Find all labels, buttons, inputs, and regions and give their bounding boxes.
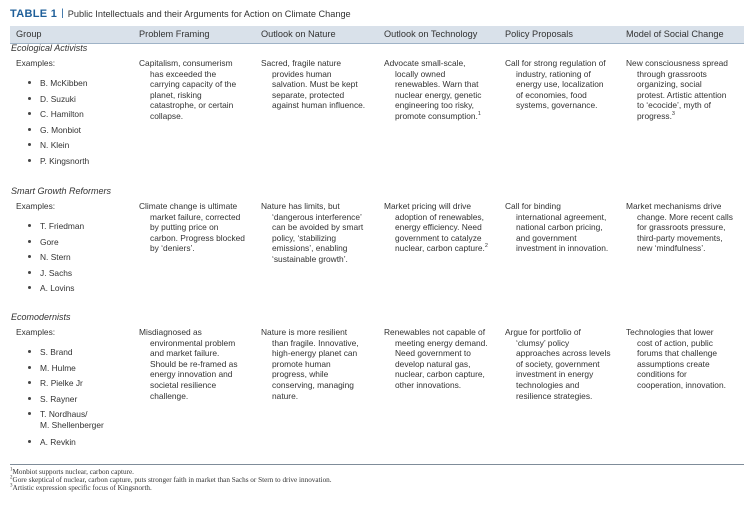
cell-text: environmental problem — [150, 337, 236, 348]
group-name: Ecological Activists — [11, 43, 88, 53]
cell-text: New consciousness spread — [626, 58, 728, 68]
cell-text: conditions for — [637, 369, 687, 380]
cell-line — [626, 79, 744, 90]
cell-line — [384, 380, 500, 391]
cell-line — [261, 79, 377, 90]
footnote-text: Artistic expression specific focus of Kingsnorth. — [12, 484, 152, 493]
table-title: Public Intellectuals and their Arguments for Action on Climate Change — [67, 9, 351, 19]
cell-text: separate, protected — [272, 89, 345, 100]
cell-line — [261, 90, 377, 101]
list-item: A. Revkin — [28, 435, 104, 451]
cell-line — [505, 58, 621, 69]
table-caption — [10, 6, 744, 22]
outlook-nature-cell — [261, 201, 377, 265]
cell-text: Sacred, fragile nature — [261, 58, 342, 68]
cell-text: societal resilience — [150, 379, 217, 390]
cell-text: Need government to — [395, 348, 471, 359]
cell-text: protest. Artistic attention — [637, 89, 727, 100]
cell-line — [384, 348, 500, 359]
cell-text: policy, ‘stabilizing — [272, 232, 337, 243]
footnote-text: Monbiot supports nuclear, carbon capture. — [12, 468, 134, 476]
cell-line — [261, 69, 377, 80]
list-item: T. Nordhaus/ — [28, 407, 104, 423]
header-problem-framing: Problem Framing — [139, 29, 210, 39]
header-group: Group — [16, 29, 42, 39]
cell-text: Nature is more resilient — [261, 327, 348, 337]
cell-line — [384, 111, 500, 122]
cell-line — [139, 338, 255, 349]
list-item: S. Brand — [28, 345, 104, 361]
cell-text: than fragile. Innovative, — [272, 337, 359, 348]
cell-text: can be avoided by smart — [272, 222, 364, 233]
outlook-technology-cell — [384, 58, 500, 122]
cell-text: locally owned — [395, 68, 446, 79]
cell-text: market failure, corrected — [150, 211, 241, 222]
cell-text: Call for strong regulation of — [505, 58, 606, 68]
cell-text: new ‘mindfulness’. — [637, 243, 706, 254]
list-item: P. Kingsnorth — [28, 154, 89, 170]
cell-text: promote human — [272, 358, 331, 369]
cell-text: Technologies that lower — [626, 327, 714, 337]
cell-line — [261, 222, 377, 233]
cell-line — [505, 243, 621, 254]
group-name: Ecomodernists — [11, 312, 71, 322]
cell-text: promote consumption. — [395, 110, 478, 121]
table-figure — [10, 6, 744, 493]
cell-line — [505, 338, 621, 349]
cell-text: has exceeded the — [150, 68, 217, 79]
cell-line — [505, 369, 621, 380]
cell-line — [505, 348, 621, 359]
cell-line — [139, 201, 255, 212]
cell-text: and government — [516, 232, 577, 243]
cell-text: engineering too risky, — [395, 100, 474, 111]
cell-line — [626, 359, 744, 370]
cell-text: Should be re-framed as — [150, 358, 238, 369]
cell-line — [384, 90, 500, 101]
cell-line — [139, 79, 255, 90]
people-list — [28, 219, 84, 297]
cell-text: investment in innovation. — [516, 243, 609, 254]
cell-text: Argue for portfolio of — [505, 327, 581, 337]
cell-line — [261, 100, 377, 111]
list-item: R. Pielke Jr — [28, 376, 104, 392]
examples-label: Examples: — [16, 327, 56, 337]
cell-line — [626, 380, 744, 391]
cell-line — [139, 222, 255, 233]
cell-line — [384, 212, 500, 223]
cell-line — [384, 69, 500, 80]
footnote-divider — [10, 464, 744, 465]
cell-text: Advocate small-scale, — [384, 58, 466, 68]
cell-text: Market mechanisms drive — [626, 201, 722, 211]
cell-text: collapse. — [150, 110, 184, 121]
people-list — [28, 76, 89, 169]
cell-text: Misdiagnosed as — [139, 327, 202, 337]
outlook-technology-cell — [384, 201, 500, 254]
cell-text: Climate change is ultimate — [139, 201, 238, 211]
footnote-number: 2 — [10, 475, 13, 481]
footnote-marker: 1 — [477, 111, 481, 118]
cell-line — [384, 359, 500, 370]
cell-line — [505, 79, 621, 90]
cell-text: cost of action, public — [637, 337, 713, 348]
cell-text: progress, while — [272, 369, 329, 380]
cell-text: change. More recent calls — [637, 211, 733, 222]
cell-line — [505, 233, 621, 244]
footnotes — [10, 468, 744, 493]
cell-line — [261, 201, 377, 212]
list-item: T. Friedman — [28, 219, 84, 235]
cell-line — [505, 90, 621, 101]
cell-text: systems, governance. — [516, 100, 598, 111]
cell-line — [626, 69, 744, 80]
cell-line — [505, 222, 621, 233]
cell-text: by putting price on — [150, 222, 219, 233]
cell-text: develop natural gas, — [395, 358, 471, 369]
cell-line — [384, 201, 500, 212]
group-name: Smart Growth Reformers — [11, 186, 112, 196]
cell-text: third-party movements, — [637, 232, 723, 243]
header-outlook-technology: Outlook on Technology — [384, 29, 478, 39]
problem-framing-cell — [139, 201, 255, 254]
list-item: N. Klein — [28, 138, 89, 154]
cell-line — [384, 100, 500, 111]
cell-line — [384, 222, 500, 233]
cell-line — [505, 201, 621, 212]
cell-line — [626, 369, 744, 380]
cell-line — [139, 348, 255, 359]
cell-line — [384, 233, 500, 244]
cell-line — [384, 79, 500, 90]
table-header-row — [10, 26, 744, 44]
cell-line — [139, 327, 255, 338]
cell-text: resilience strategies. — [516, 390, 593, 401]
list-item: C. Hamilton — [28, 107, 89, 123]
cell-line — [505, 327, 621, 338]
cell-line — [139, 391, 255, 402]
cell-text: Market pricing will drive — [384, 201, 472, 211]
cell-text: catastrophe, or certain — [150, 100, 234, 111]
cell-text: technologies and — [516, 379, 580, 390]
cell-text: meeting energy demand. — [395, 337, 488, 348]
cell-text: energy use, localization — [516, 79, 604, 90]
cell-line — [261, 233, 377, 244]
cell-line — [384, 338, 500, 349]
cell-line — [384, 58, 500, 69]
list-item: S. Rayner — [28, 392, 104, 408]
cell-text: forums that challenge — [637, 348, 718, 359]
cell-line — [261, 327, 377, 338]
cell-line — [505, 380, 621, 391]
cell-line — [626, 111, 744, 122]
cell-line — [384, 369, 500, 380]
cell-line — [626, 338, 744, 349]
cell-text: provides human — [272, 68, 332, 79]
table-label: TABLE 1 — [10, 8, 58, 20]
footnote-number: 1 — [10, 467, 13, 473]
cell-text: Call for binding — [505, 201, 561, 211]
cell-text: through grassroots — [637, 68, 707, 79]
cell-line — [626, 212, 744, 223]
social-change-cell — [626, 201, 744, 254]
cell-text: progress. — [637, 110, 672, 121]
cell-line — [139, 90, 255, 101]
cell-line — [261, 359, 377, 370]
cell-line — [626, 327, 744, 338]
policy-proposals-cell — [505, 327, 621, 401]
cell-text: organizing, social — [637, 79, 702, 90]
cell-line — [139, 111, 255, 122]
cell-line — [139, 212, 255, 223]
cell-text: national carbon pricing, — [516, 222, 603, 233]
cell-text: challenge. — [150, 390, 189, 401]
cell-line — [626, 222, 744, 233]
cell-line — [505, 100, 621, 111]
cell-text: nuclear energy, genetic — [395, 89, 482, 100]
list-item: Gore — [28, 235, 84, 251]
cell-line — [505, 391, 621, 402]
list-item: M. Shellenberger — [40, 419, 104, 430]
cell-line — [261, 348, 377, 359]
examples-label: Examples: — [16, 58, 56, 68]
cell-text: by ‘deniers’. — [150, 243, 195, 254]
social-change-cell — [626, 58, 744, 122]
cell-text: nature. — [272, 390, 299, 401]
footnote-marker: 3 — [671, 111, 675, 118]
cell-text: industry, rationing of — [516, 68, 591, 79]
cell-line — [626, 348, 744, 359]
cell-line — [261, 338, 377, 349]
cell-text: ‘sustainable growth’. — [272, 253, 348, 264]
footnote-marker: 2 — [484, 243, 488, 250]
cell-line — [384, 243, 500, 254]
cell-text: and market failure. — [150, 348, 220, 359]
cell-line — [139, 58, 255, 69]
cell-line — [626, 90, 744, 101]
cell-line — [139, 233, 255, 244]
cell-line — [626, 233, 744, 244]
cell-line — [505, 69, 621, 80]
cell-line — [626, 58, 744, 69]
cell-text: Capitalism, consumerism — [139, 58, 233, 68]
list-item: N. Stern — [28, 250, 84, 266]
cell-text: Renewables not capable of — [384, 327, 486, 337]
cell-line — [139, 380, 255, 391]
cell-text: government to catalyze — [395, 232, 482, 243]
footnote-number: 3 — [10, 484, 13, 490]
cell-text: of economies, food — [516, 89, 587, 100]
cell-text: other innovations. — [395, 379, 462, 390]
cell-text: energy innovation and — [150, 369, 233, 380]
cell-text: nuclear, carbon capture. — [395, 243, 485, 254]
cell-line — [626, 201, 744, 212]
cell-line — [139, 69, 255, 80]
list-item: A. Lovins — [28, 281, 84, 297]
outlook-nature-cell — [261, 58, 377, 111]
footnote-text: Gore skeptical of nuclear, carbon capture, puts stronger faith in market than Sachs or Stern to drive innovation. — [12, 476, 332, 485]
cell-line — [139, 359, 255, 370]
cell-line — [261, 243, 377, 254]
cell-text: high-energy planet can — [272, 348, 358, 359]
social-change-cell — [626, 327, 744, 391]
cell-line — [384, 327, 500, 338]
cell-text: cooperation, innovation. — [637, 379, 726, 390]
list-item: G. Monbiot — [28, 123, 89, 139]
cell-text: Nature has limits, but — [261, 201, 340, 211]
footnote — [10, 484, 744, 492]
problem-framing-cell — [139, 58, 255, 122]
cell-line — [261, 58, 377, 69]
caption-separator: | — [61, 8, 64, 19]
cell-line — [139, 369, 255, 380]
people-list — [28, 345, 104, 450]
header-outlook-nature: Outlook on Nature — [261, 29, 336, 39]
footnote — [10, 468, 744, 476]
cell-text: international agreement, — [516, 211, 607, 222]
cell-text: planet, risking — [150, 89, 202, 100]
outlook-technology-cell — [384, 327, 500, 391]
cell-line — [261, 391, 377, 402]
cell-text: conserving, managing — [272, 379, 354, 390]
cell-text: adoption of renewables, — [395, 211, 484, 222]
list-item: B. McKibben — [28, 76, 89, 92]
cell-text: of society, government — [516, 358, 600, 369]
cell-line — [261, 254, 377, 265]
cell-text: to ‘ecocide’, myth of — [637, 100, 712, 111]
cell-text: renewables. Warn that — [395, 79, 479, 90]
list-item: D. Suzuki — [28, 92, 89, 108]
cell-text: for grassroots pressure, — [637, 222, 726, 233]
cell-line — [139, 100, 255, 111]
cell-text: approaches across levels — [516, 348, 611, 359]
cell-text: against human influence. — [272, 100, 366, 111]
cell-text: assumptions create — [637, 358, 710, 369]
header-social-change: Model of Social Change — [626, 29, 724, 39]
cell-text: emissions’, enabling — [272, 243, 348, 254]
cell-line — [261, 212, 377, 223]
examples-label: Examples: — [16, 201, 56, 211]
cell-line — [505, 359, 621, 370]
cell-text: energy efficiency. Need — [395, 222, 482, 233]
cell-line — [139, 243, 255, 254]
cell-line — [261, 369, 377, 380]
policy-proposals-cell — [505, 201, 621, 254]
outlook-nature-cell — [261, 327, 377, 401]
cell-line — [505, 212, 621, 223]
cell-text: nuclear, carbon capture, — [395, 369, 485, 380]
cell-text: ‘dangerous interference’ — [272, 211, 362, 222]
cell-line — [626, 100, 744, 111]
cell-text: carrying capacity of the — [150, 79, 237, 90]
cell-text: carbon. Progress blocked — [150, 232, 245, 243]
policy-proposals-cell — [505, 58, 621, 111]
header-policy-proposals: Policy Proposals — [505, 29, 573, 39]
list-item: J. Sachs — [28, 266, 84, 282]
list-item: M. Hulme — [28, 361, 104, 377]
problem-framing-cell — [139, 327, 255, 401]
cell-text: investment in energy — [516, 369, 594, 380]
cell-line — [626, 243, 744, 254]
cell-line — [261, 380, 377, 391]
cell-text: ‘clumsy’ policy — [516, 337, 570, 348]
cell-text: salvation. Must be kept — [272, 79, 358, 90]
